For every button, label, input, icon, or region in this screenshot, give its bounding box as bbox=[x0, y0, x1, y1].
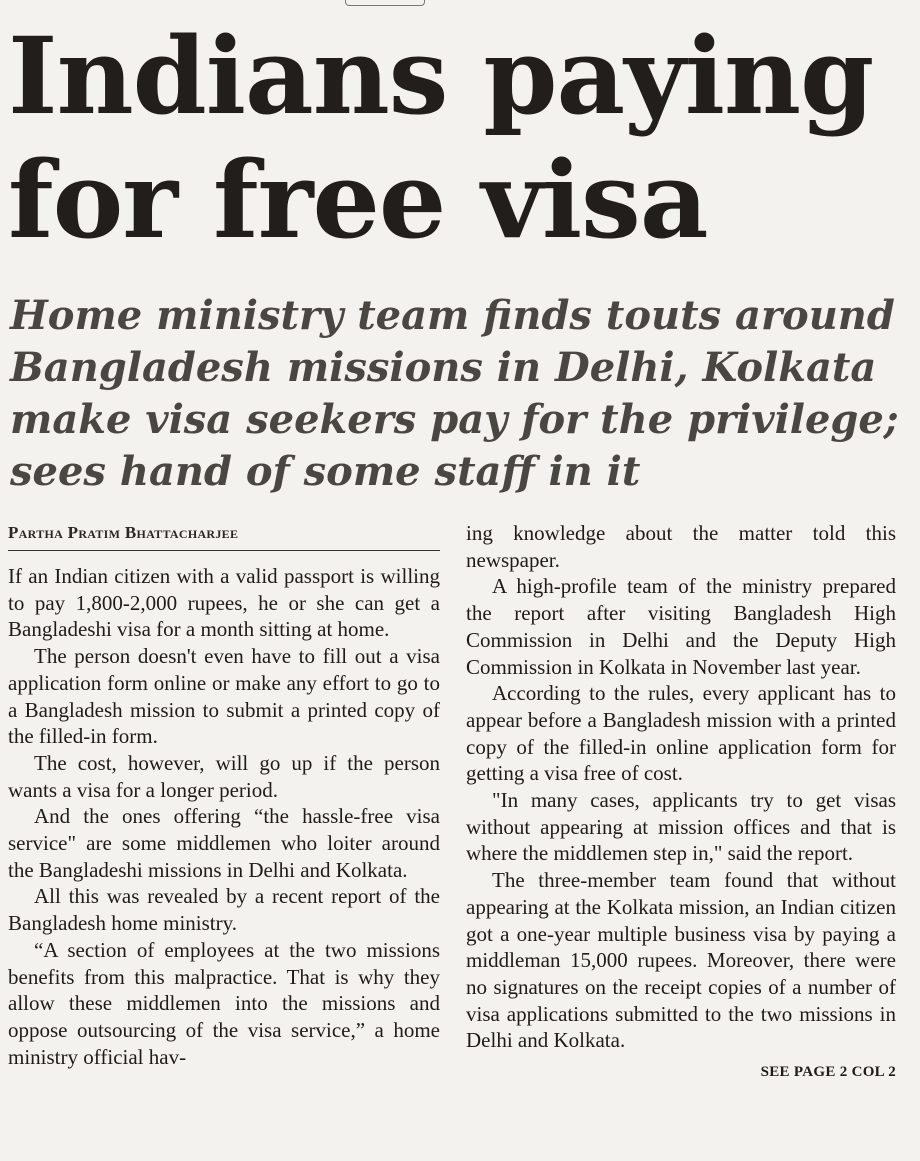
subheadline-line-4: sees hand of some staff in it bbox=[10, 448, 641, 495]
subheadline-line-1: Home ministry team finds touts around bbox=[10, 292, 895, 339]
article-column-left bbox=[8, 520, 440, 1070]
headline-line-1: Indians paying bbox=[8, 13, 874, 138]
subheadline-line-3: make visa seekers pay for the privilege; bbox=[10, 396, 899, 443]
subheadline-line-2: Bangladesh missions in Delhi, Kolkata bbox=[10, 344, 877, 391]
paragraph: ing knowledge about the matter told this newspaper. bbox=[466, 521, 896, 572]
paragraph: "In many cases, applicants try to get visas without appearing at mission offices and that is where the middlemen step in," said the report. bbox=[466, 788, 896, 866]
paragraph: “A section of employees at the two missions benefits from this malpractice. That is why they allow these middlemen into the missions and oppose outsourcing of the visa service,” a home ministry official hav- bbox=[8, 937, 440, 1069]
paragraph: According to the rules, every applicant has to appear before a Bangladesh mission with a printed copy of the filled-in online application form for getting a visa free of cost. bbox=[466, 681, 896, 786]
headline-line-2: for free visa bbox=[8, 137, 708, 262]
paragraph: If an Indian citizen with a valid passport is willing to pay 1,800-2,000 rupees, he or she can get a Bangladeshi visa for a month sitting at home. bbox=[8, 564, 440, 642]
continued-on-page-link[interactable]: SEE PAGE 2 COL 2 bbox=[760, 1064, 896, 1081]
paragraph: All this was revealed by a recent report of the Bangladesh home ministry. bbox=[8, 884, 440, 936]
paragraph: The person doesn't even have to fill out a visa application form online or make any effort to go to a Bangladesh mission to submit a printed copy of the filled-in form. bbox=[8, 644, 440, 749]
paragraph: And the ones offering “the hassle-free visa service" are some middlemen who loiter around the Bangladeshi missions in Delhi and Kolkata. bbox=[8, 804, 440, 882]
paragraph: The cost, however, will go up if the person wants a visa for a longer period. bbox=[8, 750, 440, 802]
paragraph: The three-member team found that without appearing at the Kolkata mission, an Indian citizen got a one-year multiple business visa by paying a middleman 15,000 rupees. Moreover, there were no signatures on the receipt copies of a number of visa applications submitted to the two missions in Delhi and Kolkata. bbox=[466, 868, 896, 1053]
headline bbox=[8, 14, 873, 262]
byline: Partha Pratim Bhattacharjee bbox=[8, 520, 440, 551]
article-column-right bbox=[466, 520, 896, 1082]
subheadline bbox=[10, 290, 910, 498]
top-clipping-mark bbox=[345, 0, 425, 6]
paragraph: A high-profile team of the ministry prepared the report after visiting Bangladesh High Commission in Delhi and the Deputy High Commission in Kolkata in November last year. bbox=[466, 574, 896, 679]
